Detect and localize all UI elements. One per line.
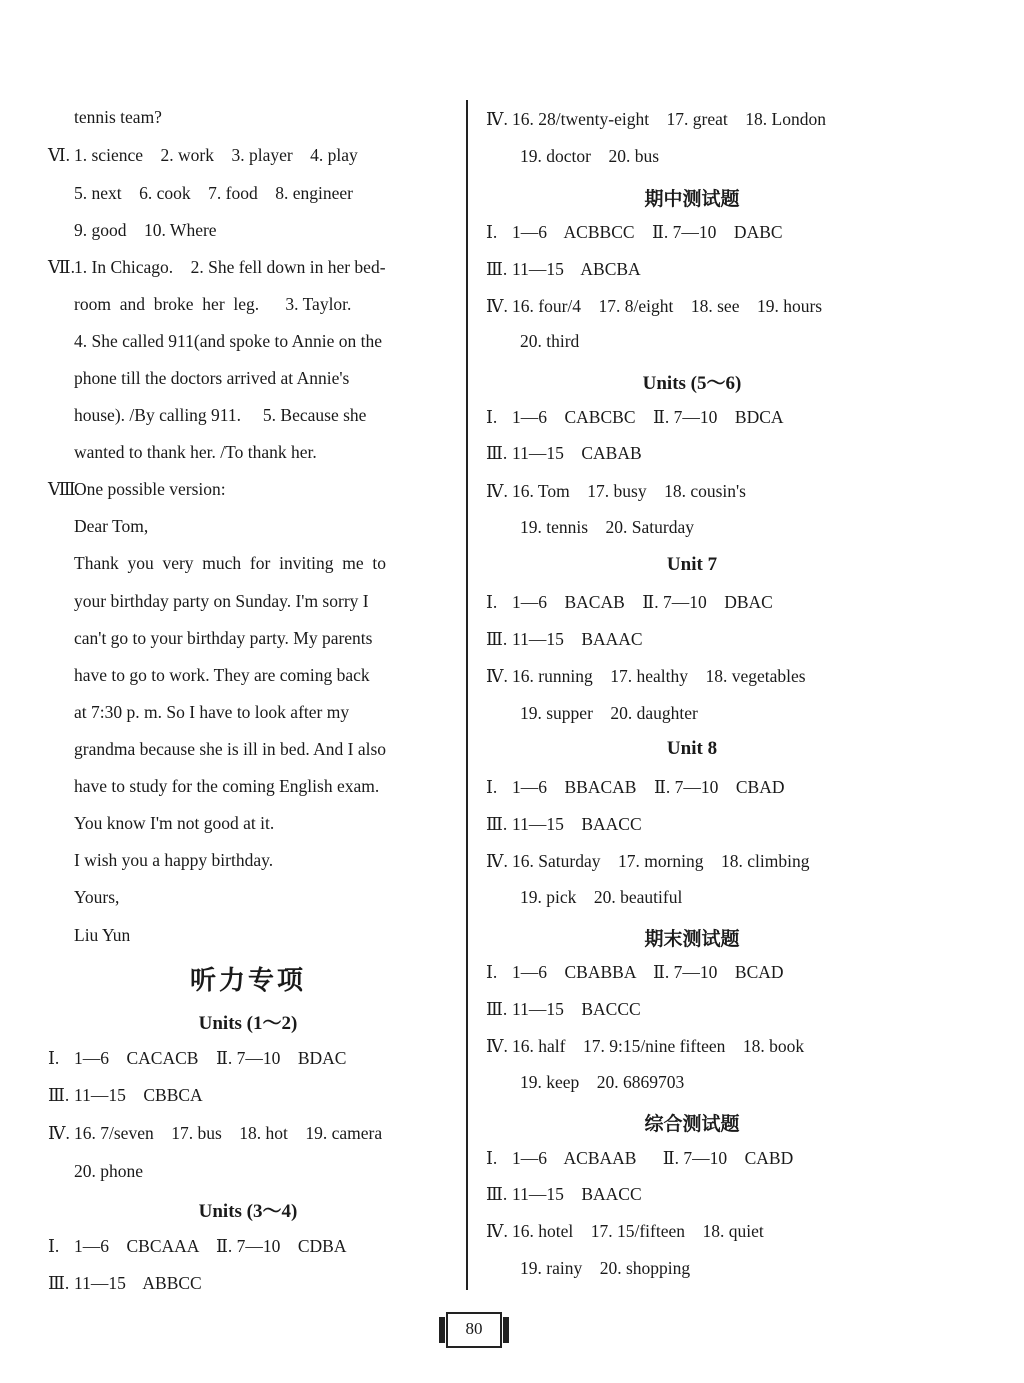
section-heading: Unit 8	[666, 738, 718, 759]
answer-text: grandma because she is ill in bed. And I also	[74, 739, 387, 759]
answer-text: 11—15 BAAAC	[512, 629, 643, 649]
answer-line	[486, 665, 806, 687]
answer-line	[520, 516, 694, 538]
section-numeral: Ⅲ.	[486, 1184, 508, 1204]
answer-text: 16. 7/seven 17. bus 18. hot 19. camera	[74, 1123, 383, 1143]
answer-line	[74, 330, 382, 352]
section-numeral: Ⅳ.	[486, 851, 508, 871]
answer-line	[486, 628, 643, 650]
answer-line	[520, 886, 682, 908]
section-heading: Units (1～2)	[198, 1013, 298, 1034]
answer-text: 1—6 ACBBCC Ⅱ. 7—10 DABC	[512, 222, 783, 242]
section-numeral: Ⅳ.	[486, 109, 508, 129]
answer-text: have to go to work. They are coming back	[74, 665, 370, 685]
answer-text: 20. third	[520, 331, 580, 351]
section-numeral: Ⅳ.	[486, 1221, 508, 1241]
answer-line	[74, 886, 119, 908]
answer-text: 16. running 17. healthy 18. vegetables	[512, 666, 806, 686]
section-numeral: Ⅳ.	[486, 481, 508, 501]
answer-text: You know I'm not good at it.	[74, 813, 275, 833]
answer-line	[520, 1071, 684, 1093]
answer-line	[520, 145, 659, 167]
section-numeral: Ⅶ.	[48, 257, 75, 277]
section-numeral: Ⅲ.	[486, 259, 508, 279]
answer-line	[74, 515, 148, 537]
answer-text: 19. tennis 20. Saturday	[520, 517, 695, 537]
answer-text: 1—6 CABCBC Ⅱ. 7—10 BDCA	[512, 407, 784, 427]
answer-line	[48, 256, 386, 278]
answer-text: 9. good 10. Where	[74, 220, 217, 240]
section-numeral: Ⅰ.	[486, 1148, 498, 1168]
answer-line	[74, 182, 353, 204]
answer-line	[486, 295, 822, 317]
answer-text: 1—6 CBABBA Ⅱ. 7—10 BCAD	[512, 962, 784, 982]
section-numeral: Ⅰ.	[486, 407, 498, 427]
section-numeral: Ⅳ.	[486, 1036, 508, 1056]
answer-line	[520, 1257, 690, 1279]
answer-line	[486, 961, 784, 983]
answer-text: Yours,	[74, 887, 120, 907]
answer-line	[486, 442, 642, 464]
answer-line	[486, 1147, 793, 1169]
answer-text: have to study for the coming English exam.	[74, 776, 380, 796]
answer-text: 19. rainy 20. shopping	[520, 1258, 691, 1278]
answer-line	[486, 1220, 764, 1242]
answer-line	[48, 1122, 382, 1144]
answer-text: 11—15 ABCBA	[512, 259, 641, 279]
answer-line	[520, 330, 579, 352]
answer-line	[74, 590, 369, 612]
answer-line	[74, 664, 370, 686]
answer-text: 1—6 ACBAAB Ⅱ. 7—10 CABD	[512, 1148, 794, 1168]
answer-text: 1. science 2. work 3. player 4. play	[74, 145, 358, 165]
answer-line	[74, 738, 386, 760]
answer-line	[74, 441, 317, 463]
section-numeral: Ⅲ.	[48, 1085, 70, 1105]
answer-text: 1—6 BACAB Ⅱ. 7—10 DBAC	[512, 592, 773, 612]
answer-line	[74, 849, 273, 871]
answer-text: 16. four/4 17. 8/eight 18. see 19. hours	[512, 296, 823, 316]
answer-text: I wish you a happy birthday.	[74, 850, 274, 870]
answer-line	[486, 776, 784, 798]
section-heading: 期末测试题	[644, 929, 740, 950]
answer-text: house). /By calling 911. 5. Because she	[74, 405, 367, 425]
answer-text: 16. 28/twenty-eight 17. great 18. London	[512, 109, 826, 129]
answer-text: 11—15 BACCC	[512, 999, 641, 1019]
answer-line	[48, 478, 226, 500]
answer-text: can't go to your birthday party. My parents	[74, 628, 373, 648]
answer-text: Liu Yun	[74, 925, 131, 945]
section-numeral: Ⅲ.	[486, 999, 508, 1019]
answer-text: One possible version:	[74, 479, 226, 499]
answer-text: room and broke her leg. 3. Taylor.	[74, 294, 352, 314]
answer-line	[74, 219, 217, 241]
answer-line	[48, 1272, 202, 1294]
answer-text: 11—15 ABBCC	[74, 1273, 202, 1293]
answer-line	[74, 627, 372, 649]
section-numeral: Ⅰ.	[48, 1236, 60, 1256]
answer-text: 20. phone	[74, 1161, 144, 1181]
answer-text: 19. doctor 20. bus	[520, 146, 660, 166]
answer-text: 19. keep 20. 6869703	[520, 1072, 685, 1092]
answer-line	[486, 258, 641, 280]
answer-line	[486, 108, 826, 130]
page-number: 80	[446, 1312, 502, 1348]
answer-line	[486, 813, 642, 835]
answer-text: 11—15 CABAB	[512, 443, 642, 463]
answer-line	[48, 1235, 346, 1257]
answer-line	[74, 367, 349, 389]
answer-line	[486, 480, 746, 502]
answer-text: 16. Tom 17. busy 18. cousin's	[512, 481, 746, 501]
answer-line	[74, 775, 379, 797]
section-heading: Units (3～4)	[198, 1201, 298, 1222]
answer-text: 5. next 6. cook 7. food 8. engineer	[74, 183, 353, 203]
section-numeral: Ⅰ.	[486, 962, 498, 982]
answer-line	[74, 404, 366, 426]
answer-line	[486, 406, 784, 428]
answer-line	[486, 221, 783, 243]
column-divider	[466, 100, 468, 1290]
answer-text: 11—15 BAACC	[512, 814, 642, 834]
section-heading: Units (5～6)	[642, 373, 742, 394]
answer-line	[48, 1084, 203, 1106]
answer-line	[74, 701, 349, 723]
section-heading: 期中测试题	[644, 189, 740, 210]
answer-text: 11—15 CBBCA	[74, 1085, 203, 1105]
answer-text: at 7:30 p. m. So I have to look after my	[74, 702, 350, 722]
answer-line	[74, 552, 386, 574]
answer-text: 1—6 CACACB Ⅱ. 7—10 BDAC	[74, 1048, 347, 1068]
answer-line	[486, 1035, 804, 1057]
answer-line	[74, 924, 130, 946]
section-numeral: Ⅵ.	[48, 145, 70, 165]
answer-text: tennis team?	[74, 107, 162, 127]
section-numeral: Ⅲ.	[486, 814, 508, 834]
answer-text: 1—6 CBCAAA Ⅱ. 7—10 CDBA	[74, 1236, 347, 1256]
answer-text: 11—15 BAACC	[512, 1184, 642, 1204]
answer-line	[74, 106, 162, 128]
answer-text: your birthday party on Sunday. I'm sorry I	[74, 591, 369, 611]
answer-text: 1—6 BBACAB Ⅱ. 7—10 CBAD	[512, 777, 785, 797]
answer-text: 4. She called 911(and spoke to Annie on the	[74, 331, 382, 351]
section-numeral: Ⅰ.	[486, 222, 498, 242]
answer-line	[486, 998, 641, 1020]
section-heading: Unit 7	[666, 554, 718, 575]
answer-line	[486, 1183, 642, 1205]
answer-line	[74, 293, 351, 315]
answer-text: phone till the doctors arrived at Annie's	[74, 368, 350, 388]
section-numeral: Ⅰ.	[486, 592, 498, 612]
answer-text: Thank you very much for inviting me to	[74, 553, 387, 573]
answer-line	[486, 850, 809, 872]
answer-text: wanted to thank her. /To thank her.	[74, 442, 317, 462]
answer-line	[74, 1160, 143, 1182]
answer-line	[48, 1047, 346, 1069]
section-numeral: Ⅳ.	[486, 666, 508, 686]
section-numeral: Ⅳ.	[486, 296, 508, 316]
answer-text: Dear Tom,	[74, 516, 149, 536]
section-heading: 听力专项	[189, 966, 306, 995]
answer-text: 19. supper 20. daughter	[520, 703, 698, 723]
section-numeral: Ⅳ.	[48, 1123, 70, 1143]
answer-line	[520, 702, 698, 724]
answer-line	[74, 812, 274, 834]
answer-text: 1. In Chicago. 2. She fell down in her bed-	[74, 257, 386, 277]
section-numeral: Ⅰ.	[48, 1048, 60, 1068]
answer-line	[486, 591, 773, 613]
section-numeral: Ⅰ.	[486, 777, 498, 797]
section-heading: 综合测试题	[644, 1114, 740, 1135]
answer-line	[48, 144, 358, 166]
answer-text: 19. pick 20. beautiful	[520, 887, 683, 907]
answer-text: 16. hotel 17. 15/fifteen 18. quiet	[512, 1221, 764, 1241]
section-numeral: Ⅲ.	[48, 1273, 70, 1293]
section-numeral: Ⅲ.	[486, 443, 508, 463]
section-numeral: Ⅷ.	[48, 479, 80, 499]
section-numeral: Ⅲ.	[486, 629, 508, 649]
answer-text: 16. half 17. 9:15/nine fifteen 18. book	[512, 1036, 805, 1056]
answer-text: 16. Saturday 17. morning 18. climbing	[512, 851, 810, 871]
